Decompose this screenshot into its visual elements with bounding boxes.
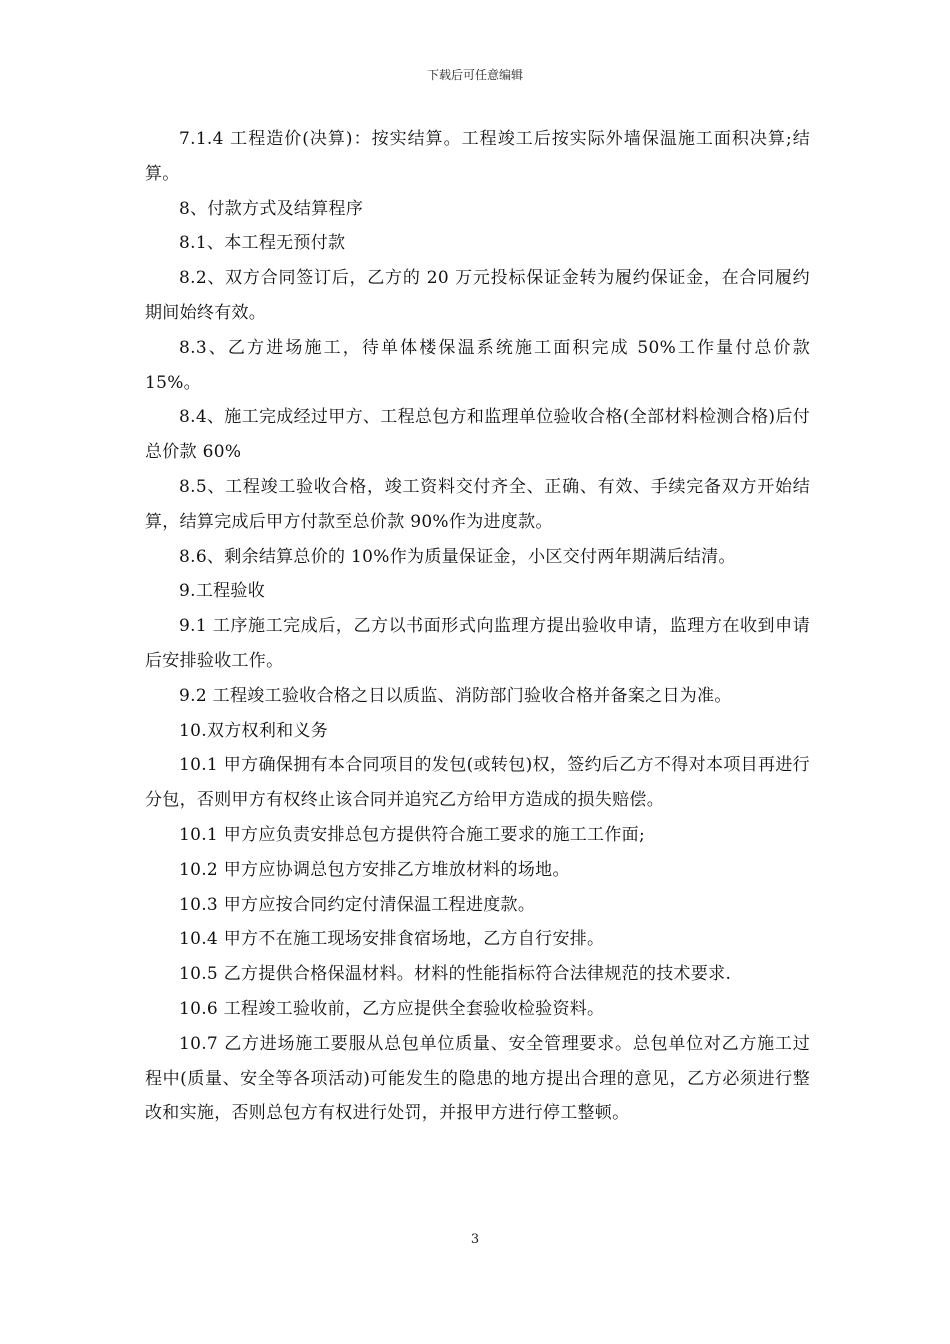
paragraph: 7.1.4 工程造价(决算)：按实结算。工程竣工后按实际外墙保温施工面积决算;结算。 [145,129,810,184]
paragraph: 10.7 乙方进场施工要服从总包单位质量、安全管理要求。总包单位对乙方施工过程中(质量、安全等各项活动)可能发生的隐患的地方提出合理的意见，乙方必须进行整改和实施，否则总包方有权进行处罚，并报甲方进行停工整顿。 [145,1033,810,1124]
paragraph: 9.1 工序施工完成后，乙方以书面形式向监理方提出验收申请，监理方在收到申请后安排验收工作。 [145,616,810,671]
paragraph: 10.2 甲方应协调总包方安排乙方堆放材料的场地。 [179,859,570,880]
page-number: 3 [470,1232,480,1247]
section-heading: 10.双方权利和义务 [179,720,329,741]
paragraph: 8.6、剩余结算总价的 10%作为质量保证金，小区交付两年期满后结清。 [179,546,736,567]
paragraph: 9.2 工程竣工验收合格之日以质监、消防部门验收合格并备案之日为准。 [179,685,732,706]
paragraph: 10.4 甲方不在施工现场安排食宿场地，乙方自行安排。 [179,929,605,950]
paragraph: 10.1 甲方确保拥有本合同项目的发包(或转包)权，签约后乙方不得对本项目再进行分包，否则甲方有权终止该合同并追究乙方给甲方造成的损失赔偿。 [145,755,810,811]
paragraph: 10.3 甲方应按合同约定付清保温工程进度款。 [179,894,536,915]
paragraph: 10.6 工程竣工验收前，乙方应提供全套验收检验资料。 [179,998,605,1019]
document-body [145,122,810,1131]
paragraph: 8.4、施工完成经过甲方、工程总包方和监理单位验收合格(全部材料检测合格)后付总价款 60% [145,407,810,463]
paragraph: 10.1 甲方应负责安排总包方提供符合施工要求的施工工作面; [179,824,645,845]
paragraph: 8.3、乙方进场施工，待单体楼保温系统施工面积完成 50%工作量付总价款 15%。 [145,337,810,393]
paragraph: 8.5、工程竣工验收合格，竣工资料交付齐全、正确、有效、手续完备双方开始结算，结算完成后甲方付款至总价款 90%作为进度款。 [145,476,810,532]
paragraph: 8.1、本工程无预付款 [179,233,346,254]
section-heading: 8、付款方式及结算程序 [179,198,364,219]
paragraph: 10.5 乙方提供合格保温材料。材料的性能指标符合法律规范的技术要求. [179,964,732,985]
page-header: 下载后可任意编辑 [426,68,523,82]
section-heading: 9.工程验收 [179,581,266,602]
paragraph: 8.2、双方合同签订后，乙方的 20 万元投标保证金转为履约保证金，在合同履约期间始终有效。 [145,268,810,323]
